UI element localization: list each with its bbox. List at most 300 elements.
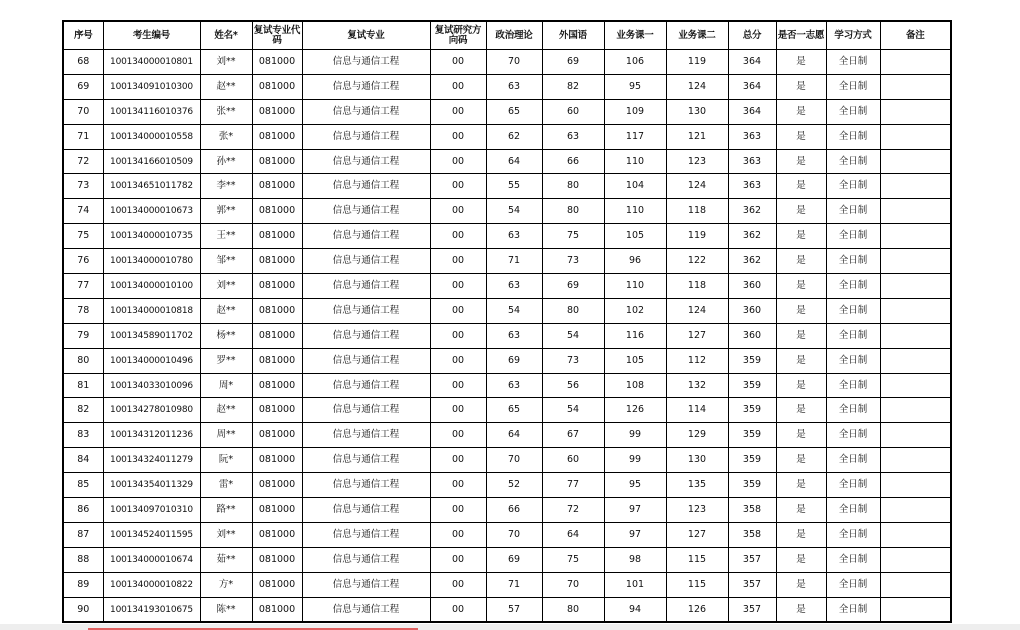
cell-politics: 63 xyxy=(486,224,542,249)
cell-seq: 73 xyxy=(63,174,103,199)
cell-remarks xyxy=(880,323,951,348)
cell-total: 359 xyxy=(728,398,776,423)
cell-course-one: 101 xyxy=(604,572,666,597)
cell-course-two: 115 xyxy=(666,547,728,572)
cell-direction-code: 00 xyxy=(430,398,486,423)
col-header-seq: 序号 xyxy=(63,21,103,50)
cell-total: 359 xyxy=(728,448,776,473)
table-row xyxy=(63,547,951,572)
cell-major: 信息与通信工程 xyxy=(302,498,430,523)
cell-exam-id: 100134354011329 xyxy=(103,473,200,498)
table-row xyxy=(63,149,951,174)
cell-course-two: 115 xyxy=(666,572,728,597)
table-row xyxy=(63,50,951,75)
table-row xyxy=(63,498,951,523)
cell-exam-id: 100134651011782 xyxy=(103,174,200,199)
cell-first-choice: 是 xyxy=(776,547,826,572)
cell-seq: 79 xyxy=(63,323,103,348)
cell-study-mode: 全日制 xyxy=(826,50,880,75)
cell-total: 357 xyxy=(728,597,776,622)
cell-course-one: 116 xyxy=(604,323,666,348)
cell-course-two: 124 xyxy=(666,174,728,199)
cell-name: 张* xyxy=(200,124,252,149)
cell-study-mode: 全日制 xyxy=(826,274,880,299)
cell-major: 信息与通信工程 xyxy=(302,423,430,448)
cell-foreign-language: 75 xyxy=(542,224,604,249)
table-row xyxy=(63,99,951,124)
cell-exam-id: 100134589011702 xyxy=(103,323,200,348)
cell-total: 357 xyxy=(728,547,776,572)
cell-course-one: 95 xyxy=(604,473,666,498)
cell-exam-id: 100134524011595 xyxy=(103,522,200,547)
cell-foreign-language: 54 xyxy=(542,323,604,348)
cell-exam-id: 100134116010376 xyxy=(103,99,200,124)
col-header-name: 姓名* xyxy=(200,21,252,50)
cell-exam-id: 100134000010780 xyxy=(103,249,200,274)
cell-course-two: 130 xyxy=(666,448,728,473)
table-row xyxy=(63,597,951,622)
table-row xyxy=(63,323,951,348)
cell-remarks xyxy=(880,50,951,75)
cell-major: 信息与通信工程 xyxy=(302,448,430,473)
cell-first-choice: 是 xyxy=(776,249,826,274)
cell-study-mode: 全日制 xyxy=(826,199,880,224)
cell-name: 阮* xyxy=(200,448,252,473)
cell-course-two: 123 xyxy=(666,498,728,523)
cell-direction-code: 00 xyxy=(430,124,486,149)
cell-remarks xyxy=(880,199,951,224)
cell-major-code: 081000 xyxy=(252,174,302,199)
cell-exam-id: 100134033010096 xyxy=(103,373,200,398)
table-row xyxy=(63,398,951,423)
cell-politics: 69 xyxy=(486,348,542,373)
cell-course-two: 127 xyxy=(666,323,728,348)
cell-major-code: 081000 xyxy=(252,124,302,149)
cell-remarks xyxy=(880,522,951,547)
cell-seq: 68 xyxy=(63,50,103,75)
cell-remarks xyxy=(880,298,951,323)
cell-politics: 52 xyxy=(486,473,542,498)
cell-foreign-language: 66 xyxy=(542,149,604,174)
cell-course-one: 117 xyxy=(604,124,666,149)
cell-seq: 78 xyxy=(63,298,103,323)
cell-politics: 64 xyxy=(486,423,542,448)
col-header-exam-id: 考生编号 xyxy=(103,21,200,50)
cell-direction-code: 00 xyxy=(430,547,486,572)
cell-remarks xyxy=(880,498,951,523)
cell-major-code: 081000 xyxy=(252,50,302,75)
cell-remarks xyxy=(880,373,951,398)
cell-remarks xyxy=(880,572,951,597)
cell-total: 362 xyxy=(728,249,776,274)
cell-politics: 66 xyxy=(486,498,542,523)
cell-name: 刘** xyxy=(200,50,252,75)
cell-seq: 71 xyxy=(63,124,103,149)
cell-major-code: 081000 xyxy=(252,149,302,174)
cell-study-mode: 全日制 xyxy=(826,373,880,398)
cell-direction-code: 00 xyxy=(430,99,486,124)
cell-foreign-language: 60 xyxy=(542,99,604,124)
cell-total: 364 xyxy=(728,74,776,99)
cell-name: 罗** xyxy=(200,348,252,373)
cell-direction-code: 00 xyxy=(430,323,486,348)
cell-exam-id: 100134000010496 xyxy=(103,348,200,373)
table-row xyxy=(63,572,951,597)
cell-foreign-language: 64 xyxy=(542,522,604,547)
cell-major: 信息与通信工程 xyxy=(302,149,430,174)
cell-study-mode: 全日制 xyxy=(826,99,880,124)
cell-major: 信息与通信工程 xyxy=(302,224,430,249)
cell-name: 赵** xyxy=(200,298,252,323)
cell-name: 郭** xyxy=(200,199,252,224)
col-header-total: 总分 xyxy=(728,21,776,50)
cell-remarks xyxy=(880,597,951,622)
cell-study-mode: 全日制 xyxy=(826,423,880,448)
cell-first-choice: 是 xyxy=(776,50,826,75)
table-row xyxy=(63,448,951,473)
col-header-major-code: 复试专业代码 xyxy=(252,21,302,50)
cell-major-code: 081000 xyxy=(252,522,302,547)
table-row xyxy=(63,298,951,323)
cell-first-choice: 是 xyxy=(776,149,826,174)
cell-major: 信息与通信工程 xyxy=(302,547,430,572)
cell-course-two: 124 xyxy=(666,298,728,323)
cell-course-one: 96 xyxy=(604,249,666,274)
cell-seq: 81 xyxy=(63,373,103,398)
cell-course-one: 97 xyxy=(604,498,666,523)
cell-course-two: 124 xyxy=(666,74,728,99)
cell-exam-id: 100134097010310 xyxy=(103,498,200,523)
cell-direction-code: 00 xyxy=(430,298,486,323)
cell-major-code: 081000 xyxy=(252,224,302,249)
cell-exam-id: 100134000010801 xyxy=(103,50,200,75)
cell-remarks xyxy=(880,224,951,249)
cell-first-choice: 是 xyxy=(776,522,826,547)
cell-name: 周** xyxy=(200,423,252,448)
cell-seq: 83 xyxy=(63,423,103,448)
cell-first-choice: 是 xyxy=(776,124,826,149)
cell-foreign-language: 69 xyxy=(542,274,604,299)
cell-course-one: 99 xyxy=(604,423,666,448)
cell-name: 刘** xyxy=(200,274,252,299)
cell-major: 信息与通信工程 xyxy=(302,274,430,299)
cell-politics: 65 xyxy=(486,398,542,423)
cell-course-two: 123 xyxy=(666,149,728,174)
cell-politics: 62 xyxy=(486,124,542,149)
cell-name: 张** xyxy=(200,99,252,124)
cell-total: 359 xyxy=(728,348,776,373)
cell-major: 信息与通信工程 xyxy=(302,124,430,149)
cell-study-mode: 全日制 xyxy=(826,298,880,323)
cell-course-two: 119 xyxy=(666,50,728,75)
cell-major: 信息与通信工程 xyxy=(302,199,430,224)
page-bottom-edge xyxy=(0,624,1020,630)
cell-course-one: 110 xyxy=(604,149,666,174)
cell-name: 赵** xyxy=(200,398,252,423)
cell-direction-code: 00 xyxy=(430,498,486,523)
cell-course-one: 110 xyxy=(604,274,666,299)
cell-total: 364 xyxy=(728,50,776,75)
table-row xyxy=(63,423,951,448)
cell-remarks xyxy=(880,423,951,448)
cell-major: 信息与通信工程 xyxy=(302,522,430,547)
cell-seq: 82 xyxy=(63,398,103,423)
col-header-remarks: 备注 xyxy=(880,21,951,50)
cell-foreign-language: 75 xyxy=(542,547,604,572)
cell-foreign-language: 60 xyxy=(542,448,604,473)
cell-exam-id: 100134000010673 xyxy=(103,199,200,224)
cell-exam-id: 100134000010558 xyxy=(103,124,200,149)
cell-politics: 63 xyxy=(486,74,542,99)
cell-total: 363 xyxy=(728,149,776,174)
table-row xyxy=(63,74,951,99)
cell-remarks xyxy=(880,448,951,473)
cell-major: 信息与通信工程 xyxy=(302,373,430,398)
cell-major-code: 081000 xyxy=(252,74,302,99)
cell-first-choice: 是 xyxy=(776,398,826,423)
table-row xyxy=(63,274,951,299)
cell-politics: 54 xyxy=(486,298,542,323)
cell-remarks xyxy=(880,99,951,124)
cell-study-mode: 全日制 xyxy=(826,174,880,199)
cell-seq: 75 xyxy=(63,224,103,249)
header-row xyxy=(63,21,951,50)
cell-course-one: 126 xyxy=(604,398,666,423)
cell-seq: 85 xyxy=(63,473,103,498)
cell-remarks xyxy=(880,348,951,373)
cell-name: 孙** xyxy=(200,149,252,174)
cell-course-one: 110 xyxy=(604,199,666,224)
col-header-direction-code: 复试研究方向码 xyxy=(430,21,486,50)
cell-study-mode: 全日制 xyxy=(826,473,880,498)
cell-major: 信息与通信工程 xyxy=(302,323,430,348)
cell-name: 路** xyxy=(200,498,252,523)
cell-major-code: 081000 xyxy=(252,498,302,523)
cell-direction-code: 00 xyxy=(430,597,486,622)
cell-name: 陈** xyxy=(200,597,252,622)
cell-foreign-language: 73 xyxy=(542,348,604,373)
cell-foreign-language: 54 xyxy=(542,398,604,423)
cell-name: 茹** xyxy=(200,547,252,572)
cell-study-mode: 全日制 xyxy=(826,398,880,423)
cell-course-one: 102 xyxy=(604,298,666,323)
col-header-foreign-language: 外国语 xyxy=(542,21,604,50)
cell-remarks xyxy=(880,124,951,149)
cell-exam-id: 100134000010100 xyxy=(103,274,200,299)
cell-remarks xyxy=(880,274,951,299)
cell-total: 360 xyxy=(728,323,776,348)
col-header-first-choice: 是否一志愿 xyxy=(776,21,826,50)
cell-major-code: 081000 xyxy=(252,547,302,572)
cell-study-mode: 全日制 xyxy=(826,249,880,274)
table-row xyxy=(63,199,951,224)
cell-total: 357 xyxy=(728,572,776,597)
cell-exam-id: 100134166010509 xyxy=(103,149,200,174)
cell-first-choice: 是 xyxy=(776,298,826,323)
cell-total: 362 xyxy=(728,199,776,224)
cell-course-one: 109 xyxy=(604,99,666,124)
cell-foreign-language: 67 xyxy=(542,423,604,448)
cell-study-mode: 全日制 xyxy=(826,572,880,597)
cell-major-code: 081000 xyxy=(252,572,302,597)
cell-exam-id: 100134324011279 xyxy=(103,448,200,473)
cell-major-code: 081000 xyxy=(252,199,302,224)
table-row xyxy=(63,124,951,149)
cell-major-code: 081000 xyxy=(252,249,302,274)
cell-major-code: 081000 xyxy=(252,323,302,348)
cell-major: 信息与通信工程 xyxy=(302,298,430,323)
cell-name: 周* xyxy=(200,373,252,398)
cell-course-one: 98 xyxy=(604,547,666,572)
cell-course-one: 97 xyxy=(604,522,666,547)
cell-name: 邹** xyxy=(200,249,252,274)
cell-course-one: 106 xyxy=(604,50,666,75)
cell-direction-code: 00 xyxy=(430,174,486,199)
cell-foreign-language: 56 xyxy=(542,373,604,398)
cell-study-mode: 全日制 xyxy=(826,547,880,572)
cell-course-two: 112 xyxy=(666,348,728,373)
cell-course-one: 105 xyxy=(604,224,666,249)
cell-seq: 77 xyxy=(63,274,103,299)
cell-foreign-language: 80 xyxy=(542,597,604,622)
cell-major-code: 081000 xyxy=(252,398,302,423)
col-header-course-one: 业务课一 xyxy=(604,21,666,50)
cell-course-two: 126 xyxy=(666,597,728,622)
cell-study-mode: 全日制 xyxy=(826,149,880,174)
cell-total: 359 xyxy=(728,373,776,398)
cell-study-mode: 全日制 xyxy=(826,124,880,149)
cell-direction-code: 00 xyxy=(430,274,486,299)
cell-foreign-language: 77 xyxy=(542,473,604,498)
cell-direction-code: 00 xyxy=(430,199,486,224)
cell-foreign-language: 72 xyxy=(542,498,604,523)
cell-name: 赵** xyxy=(200,74,252,99)
col-header-course-two: 业务课二 xyxy=(666,21,728,50)
cell-foreign-language: 63 xyxy=(542,124,604,149)
cell-first-choice: 是 xyxy=(776,323,826,348)
cell-first-choice: 是 xyxy=(776,498,826,523)
cell-politics: 70 xyxy=(486,50,542,75)
table-row xyxy=(63,348,951,373)
cell-first-choice: 是 xyxy=(776,423,826,448)
cell-study-mode: 全日制 xyxy=(826,224,880,249)
cell-seq: 89 xyxy=(63,572,103,597)
cell-major: 信息与通信工程 xyxy=(302,572,430,597)
cell-name: 方* xyxy=(200,572,252,597)
cell-direction-code: 00 xyxy=(430,348,486,373)
cell-first-choice: 是 xyxy=(776,448,826,473)
cell-course-two: 132 xyxy=(666,373,728,398)
cell-course-one: 95 xyxy=(604,74,666,99)
cell-remarks xyxy=(880,149,951,174)
cell-major: 信息与通信工程 xyxy=(302,249,430,274)
cell-direction-code: 00 xyxy=(430,522,486,547)
cell-seq: 88 xyxy=(63,547,103,572)
cell-foreign-language: 70 xyxy=(542,572,604,597)
cell-direction-code: 00 xyxy=(430,149,486,174)
cell-total: 359 xyxy=(728,423,776,448)
cell-direction-code: 00 xyxy=(430,572,486,597)
table-row xyxy=(63,522,951,547)
table-row xyxy=(63,224,951,249)
cell-major-code: 081000 xyxy=(252,473,302,498)
cell-direction-code: 00 xyxy=(430,423,486,448)
cell-seq: 76 xyxy=(63,249,103,274)
cell-major: 信息与通信工程 xyxy=(302,50,430,75)
cell-seq: 86 xyxy=(63,498,103,523)
cell-politics: 70 xyxy=(486,448,542,473)
cell-seq: 70 xyxy=(63,99,103,124)
cell-seq: 80 xyxy=(63,348,103,373)
table-row xyxy=(63,249,951,274)
cell-course-two: 118 xyxy=(666,199,728,224)
cell-first-choice: 是 xyxy=(776,74,826,99)
cell-major: 信息与通信工程 xyxy=(302,597,430,622)
cell-politics: 69 xyxy=(486,547,542,572)
cell-major-code: 081000 xyxy=(252,423,302,448)
table-row xyxy=(63,373,951,398)
cell-foreign-language: 69 xyxy=(542,50,604,75)
cell-exam-id: 100134193010675 xyxy=(103,597,200,622)
cell-total: 362 xyxy=(728,224,776,249)
cell-name: 李** xyxy=(200,174,252,199)
cell-exam-id: 100134091010300 xyxy=(103,74,200,99)
cell-total: 359 xyxy=(728,473,776,498)
table-row xyxy=(63,174,951,199)
cell-total: 358 xyxy=(728,522,776,547)
cell-politics: 55 xyxy=(486,174,542,199)
cell-exam-id: 100134000010818 xyxy=(103,298,200,323)
cell-study-mode: 全日制 xyxy=(826,597,880,622)
cell-politics: 54 xyxy=(486,199,542,224)
cell-course-two: 135 xyxy=(666,473,728,498)
cell-course-one: 99 xyxy=(604,448,666,473)
cell-politics: 57 xyxy=(486,597,542,622)
cell-remarks xyxy=(880,473,951,498)
cell-remarks xyxy=(880,547,951,572)
cell-foreign-language: 80 xyxy=(542,298,604,323)
cell-first-choice: 是 xyxy=(776,597,826,622)
cell-first-choice: 是 xyxy=(776,274,826,299)
cell-direction-code: 00 xyxy=(430,473,486,498)
cell-major-code: 081000 xyxy=(252,298,302,323)
cell-foreign-language: 73 xyxy=(542,249,604,274)
cell-study-mode: 全日制 xyxy=(826,323,880,348)
cell-course-two: 122 xyxy=(666,249,728,274)
cell-study-mode: 全日制 xyxy=(826,522,880,547)
cell-study-mode: 全日制 xyxy=(826,348,880,373)
table-row xyxy=(63,473,951,498)
cell-politics: 64 xyxy=(486,149,542,174)
cell-politics: 71 xyxy=(486,572,542,597)
cell-first-choice: 是 xyxy=(776,348,826,373)
cell-seq: 69 xyxy=(63,74,103,99)
cell-course-two: 118 xyxy=(666,274,728,299)
cell-course-two: 121 xyxy=(666,124,728,149)
cell-politics: 65 xyxy=(486,99,542,124)
cell-total: 358 xyxy=(728,498,776,523)
col-header-study-mode: 学习方式 xyxy=(826,21,880,50)
cell-total: 363 xyxy=(728,174,776,199)
cell-name: 刘** xyxy=(200,522,252,547)
cell-seq: 84 xyxy=(63,448,103,473)
cell-major: 信息与通信工程 xyxy=(302,174,430,199)
cell-major-code: 081000 xyxy=(252,448,302,473)
cell-remarks xyxy=(880,174,951,199)
cell-major-code: 081000 xyxy=(252,597,302,622)
cell-study-mode: 全日制 xyxy=(826,448,880,473)
cell-major: 信息与通信工程 xyxy=(302,99,430,124)
